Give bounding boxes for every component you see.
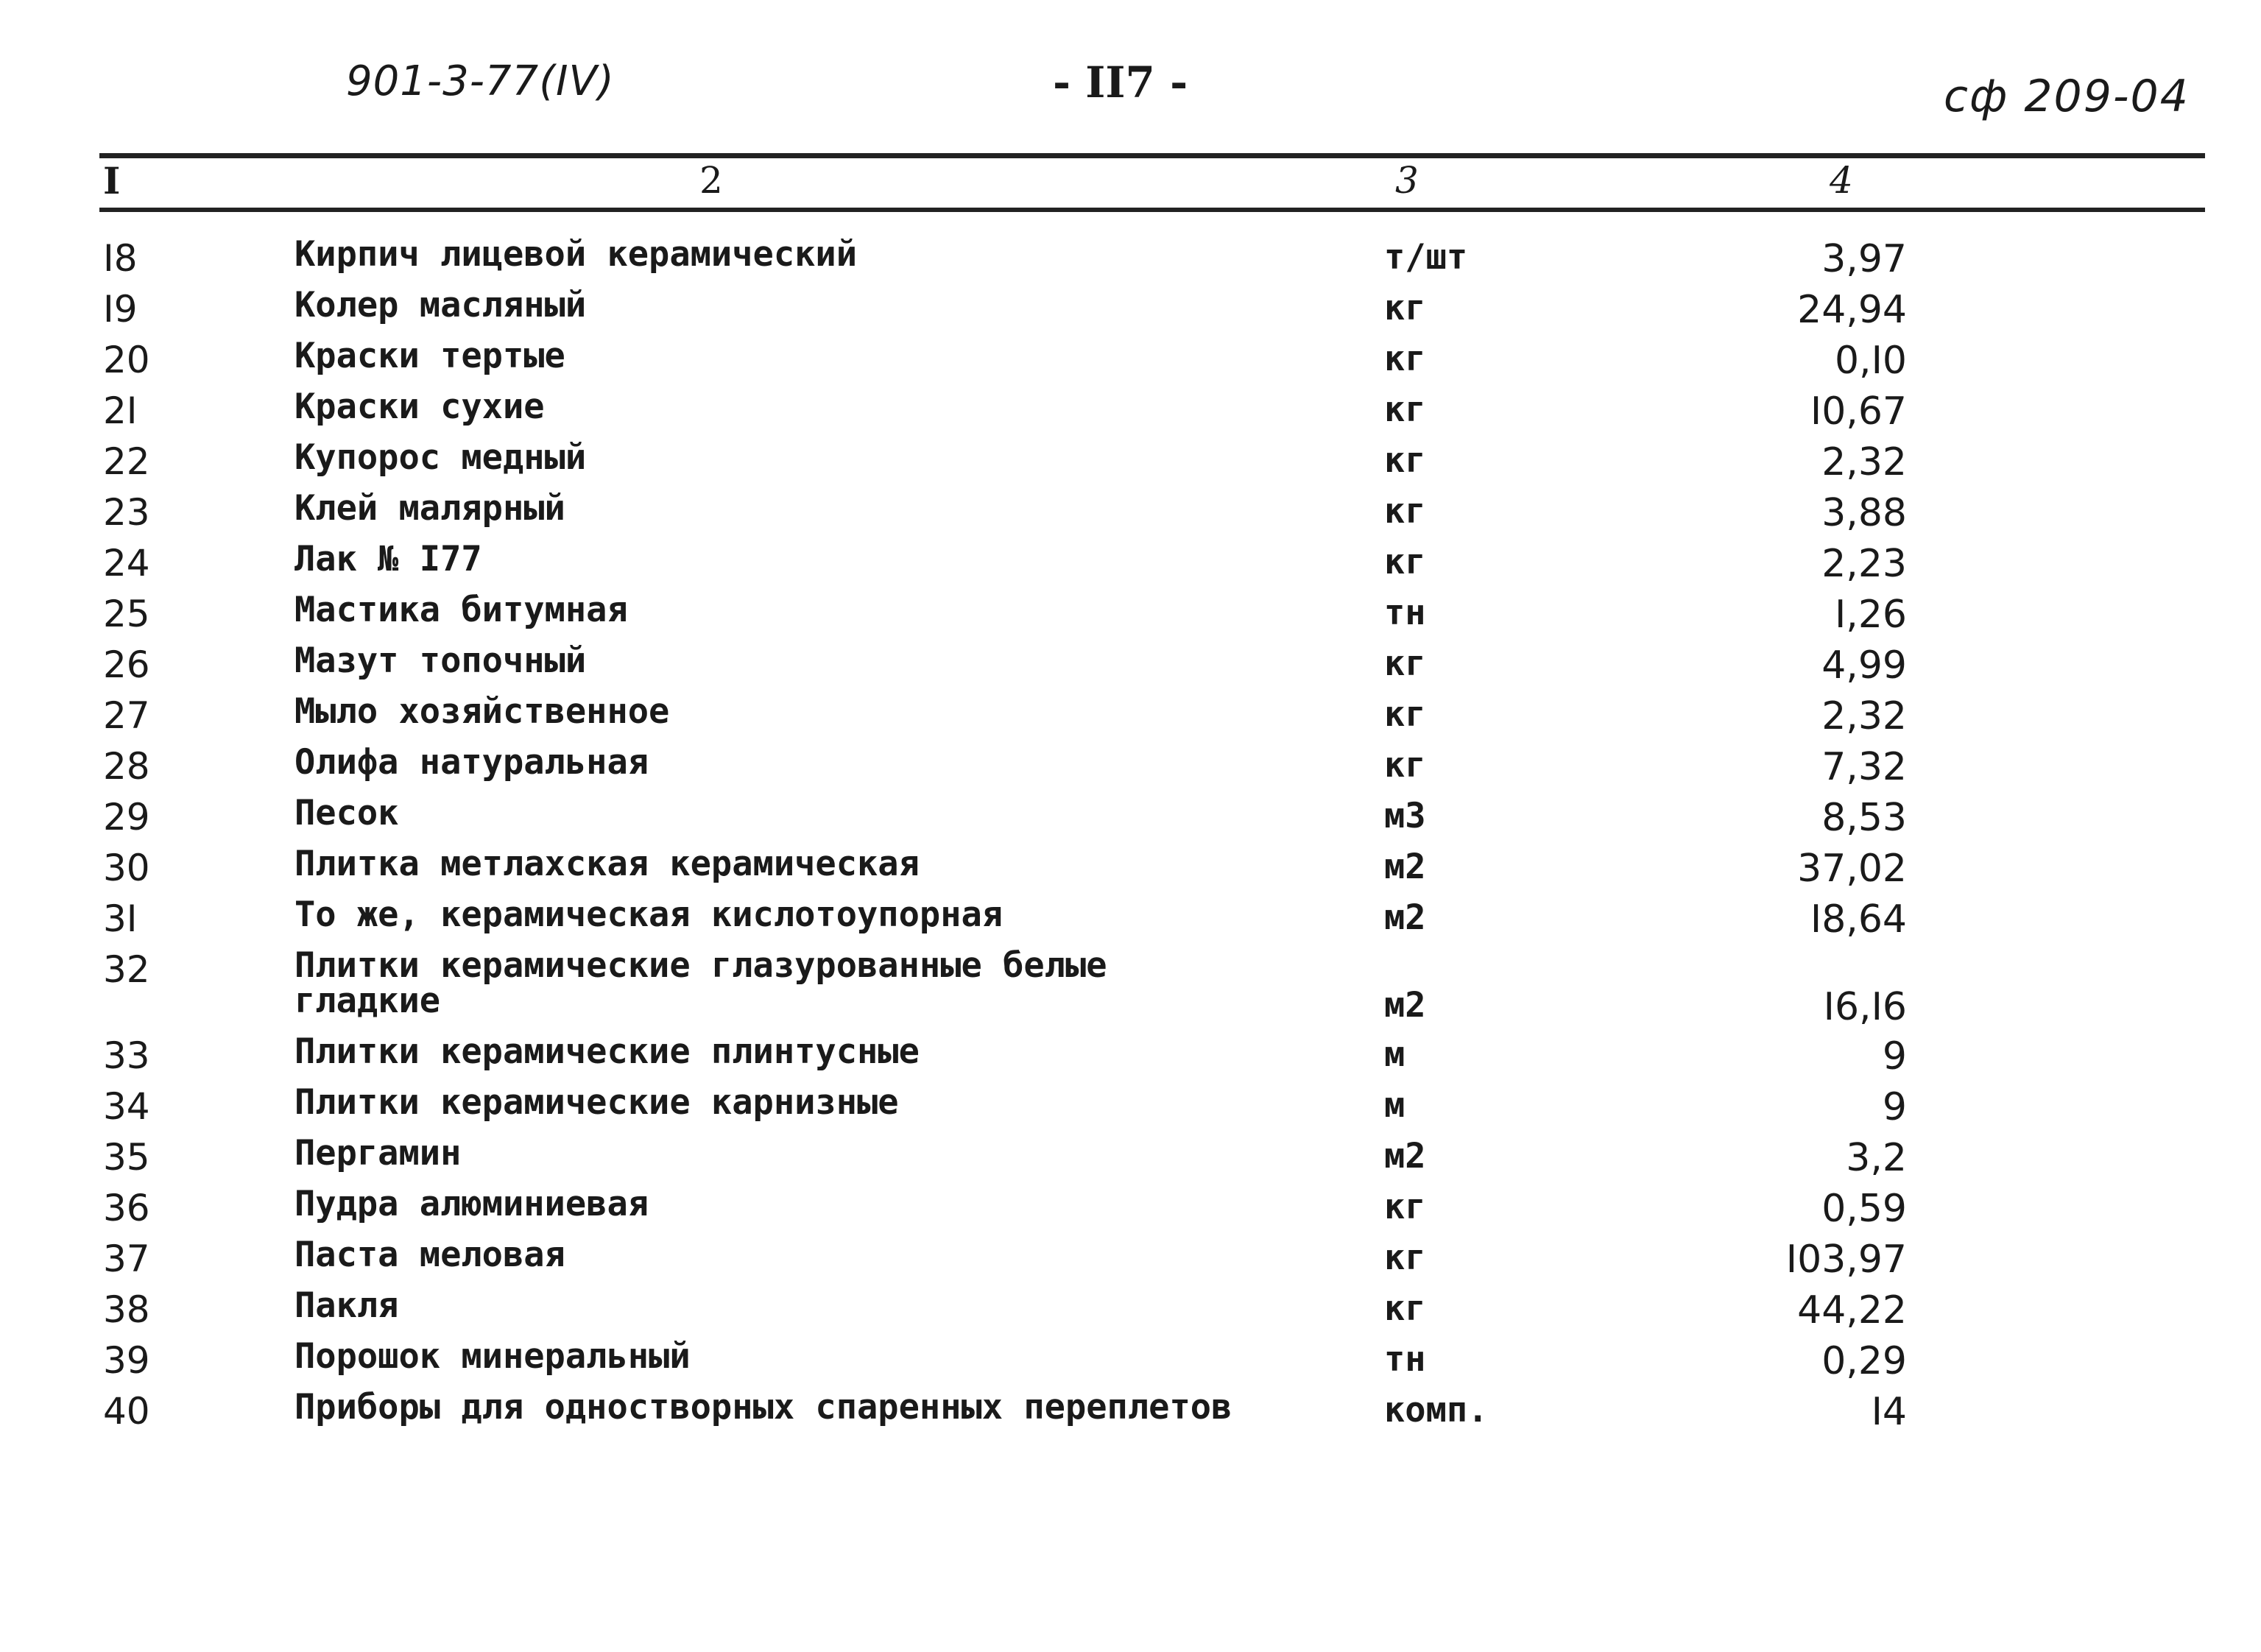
row-number: 29 [103, 796, 150, 839]
row-number: 30 [103, 847, 150, 889]
unit: м2 [1384, 1136, 1426, 1176]
row-number: 36 [103, 1187, 150, 1229]
material-name: Лак № I77 [294, 539, 482, 579]
table-header-rule [99, 208, 2205, 212]
unit: кг [1384, 745, 1426, 786]
unit: т/шт [1384, 237, 1468, 278]
material-name: То же, керамическая кислотоупорная [294, 894, 1003, 935]
quantity: 9 [1882, 1034, 1907, 1079]
quantity: 24,94 [1797, 288, 1907, 332]
unit: м3 [1384, 796, 1426, 836]
unit: кг [1384, 542, 1426, 582]
row-number: 35 [103, 1136, 150, 1179]
material-name: Пергамин [294, 1133, 462, 1173]
table-top-rule [99, 153, 2205, 158]
unit: кг [1384, 1187, 1426, 1227]
unit: кг [1384, 491, 1426, 532]
row-number: 28 [103, 745, 150, 788]
quantity: 7,32 [1821, 745, 1907, 789]
unit: тн [1384, 1339, 1426, 1380]
unit: кг [1384, 643, 1426, 684]
material-name: Пакля [294, 1285, 399, 1326]
row-number: 27 [103, 694, 150, 737]
unit: кг [1384, 389, 1426, 430]
quantity: I4 [1871, 1390, 1907, 1434]
row-number: 24 [103, 542, 150, 585]
material-name: Олифа натуральная [294, 742, 649, 783]
unit: тн [1384, 593, 1426, 633]
quantity: 4,99 [1821, 643, 1907, 688]
row-number: 20 [103, 339, 150, 381]
unit: м [1384, 1085, 1405, 1126]
quantity: 2,32 [1821, 440, 1907, 484]
material-name: Паста меловая [294, 1235, 565, 1275]
row-number: 39 [103, 1339, 150, 1382]
material-name: Плитки керамические карнизные [294, 1082, 899, 1123]
unit: кг [1384, 694, 1426, 735]
row-number: 38 [103, 1288, 150, 1331]
unit: м2 [1384, 985, 1426, 1026]
unit: комп. [1384, 1390, 1489, 1430]
unit: м [1384, 1034, 1405, 1075]
quantity: I0,67 [1810, 389, 1907, 434]
row-number: 37 [103, 1238, 150, 1280]
material-name: Купорос медный [294, 437, 587, 478]
quantity: 3,97 [1821, 237, 1907, 281]
material-name: Клей малярный [294, 488, 565, 529]
unit: м2 [1384, 897, 1426, 938]
quantity: 37,02 [1797, 847, 1907, 891]
column-number-1: I [103, 159, 121, 202]
material-name: Мыло хозяйственное [294, 691, 670, 732]
quantity: 0,59 [1821, 1187, 1907, 1231]
column-number-3: 3 [1395, 159, 1419, 202]
quantity: I6,I6 [1823, 985, 1907, 1029]
row-number: 34 [103, 1085, 150, 1128]
document-code: 901-3-77(IV) [346, 57, 615, 105]
quantity: 2,32 [1821, 694, 1907, 738]
material-name: Плитки керамические глазурованные белые гладкие [294, 945, 1107, 1021]
quantity: 44,22 [1797, 1288, 1907, 1332]
material-name: Мастика битумная [294, 590, 628, 630]
unit: кг [1384, 339, 1426, 379]
row-number: 25 [103, 593, 150, 635]
row-number: 33 [103, 1034, 150, 1077]
material-name: Порошок минеральный [294, 1336, 691, 1377]
quantity: 8,53 [1821, 796, 1907, 840]
unit: кг [1384, 288, 1426, 328]
row-number: 26 [103, 643, 150, 686]
row-number: 40 [103, 1390, 150, 1433]
quantity: I,26 [1834, 593, 1907, 637]
quantity: 9 [1882, 1085, 1907, 1129]
material-name: Краски тертые [294, 336, 565, 376]
unit: м2 [1384, 847, 1426, 887]
quantity: 2,23 [1821, 542, 1907, 586]
row-number: I8 [103, 237, 138, 280]
row-number: 23 [103, 491, 150, 534]
quantity: 0,29 [1821, 1339, 1907, 1383]
quantity: 3,88 [1821, 491, 1907, 535]
quantity: I8,64 [1810, 897, 1907, 942]
row-number: I9 [103, 288, 138, 331]
unit: кг [1384, 1238, 1426, 1278]
row-number: 22 [103, 440, 150, 483]
material-name: Плитки керамические плинтусные [294, 1031, 920, 1072]
column-number-2: 2 [699, 159, 723, 202]
quantity: 3,2 [1846, 1136, 1907, 1180]
quantity: 0,I0 [1834, 339, 1907, 383]
material-name: Плитка метлахская керамическая [294, 844, 920, 884]
column-number-4: 4 [1830, 159, 1853, 202]
unit: кг [1384, 1288, 1426, 1329]
material-name: Пудра алюминиевая [294, 1184, 649, 1224]
material-name: Приборы для одностворных спаренных переплетов [294, 1387, 1232, 1427]
material-name: Мазут топочный [294, 640, 587, 681]
unit: кг [1384, 440, 1426, 481]
material-name: Кирпич лицевой керамический [294, 234, 858, 275]
sheet-code: сф 209-04 [1944, 71, 2190, 122]
row-number: 3I [103, 897, 138, 940]
row-number: 32 [103, 948, 150, 991]
material-name: Колер масляный [294, 285, 587, 325]
row-number: 2I [103, 389, 138, 432]
page-number: - II7 - [1053, 57, 1188, 107]
material-name: Песок [294, 793, 399, 833]
quantity: I03,97 [1785, 1238, 1907, 1282]
material-name: Краски сухие [294, 386, 545, 427]
